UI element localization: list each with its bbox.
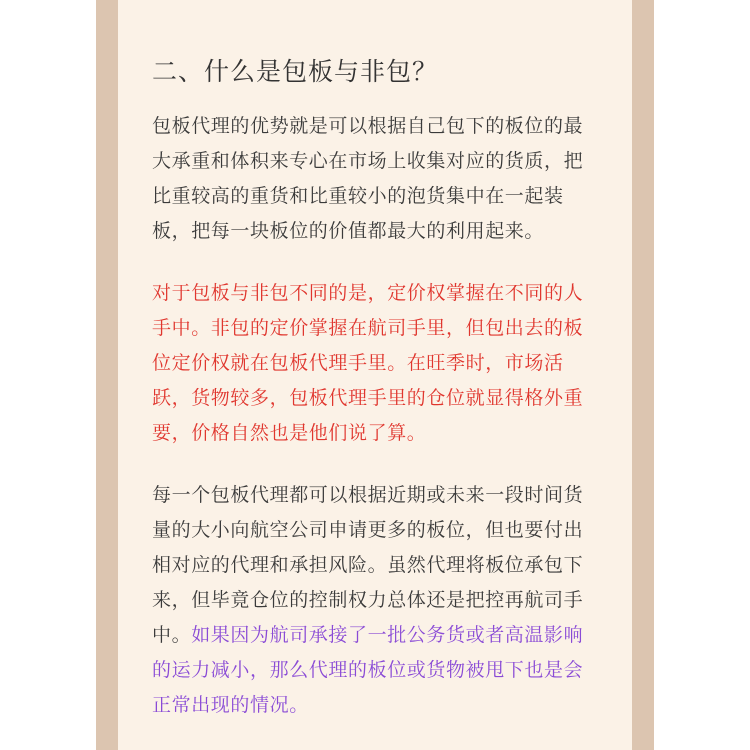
section-title: 二、什么是包板与非包？ xyxy=(152,57,439,86)
paragraph-risk-highlight: 如果因为航司承接了一批公务货或者高温影响的运力减小，那么代理的板位或货物被甩下也是会正常出现的情况。 xyxy=(152,624,584,716)
paragraph-pricing-highlight: 对于包板与非包不同的是，定价权掌握在不同的人手中。非包的定价掌握在航司手里，但包出去的板位定价权就在包板代理手里。在旺季时，市场活跃，货物较多，包板代理手里的仓位就显得格外重要，价格自然也是他们说了算。 xyxy=(152,282,584,444)
paragraph-advantages: 包板代理的优势就是可以根据自己包下的板位的最大承重和体积来专心在市场上收集对应的货质，把比重较高的重货和比重较小的泡货集中在一起装板，把每一块板位的价值都最大的利用起来。 xyxy=(152,115,584,242)
paragraph-risk xyxy=(152,478,592,723)
paragraph-risk-normal: 每一个包板代理都可以根据近期或未来一段时间货量的大小向航空公司申请更多的板位，但也要付出相对应的代理和承担风险。虽然代理将板位承包下来，但毕竟仓位的控制权力总体还是把控再航司手中。 xyxy=(152,484,584,646)
article-card xyxy=(118,0,632,750)
